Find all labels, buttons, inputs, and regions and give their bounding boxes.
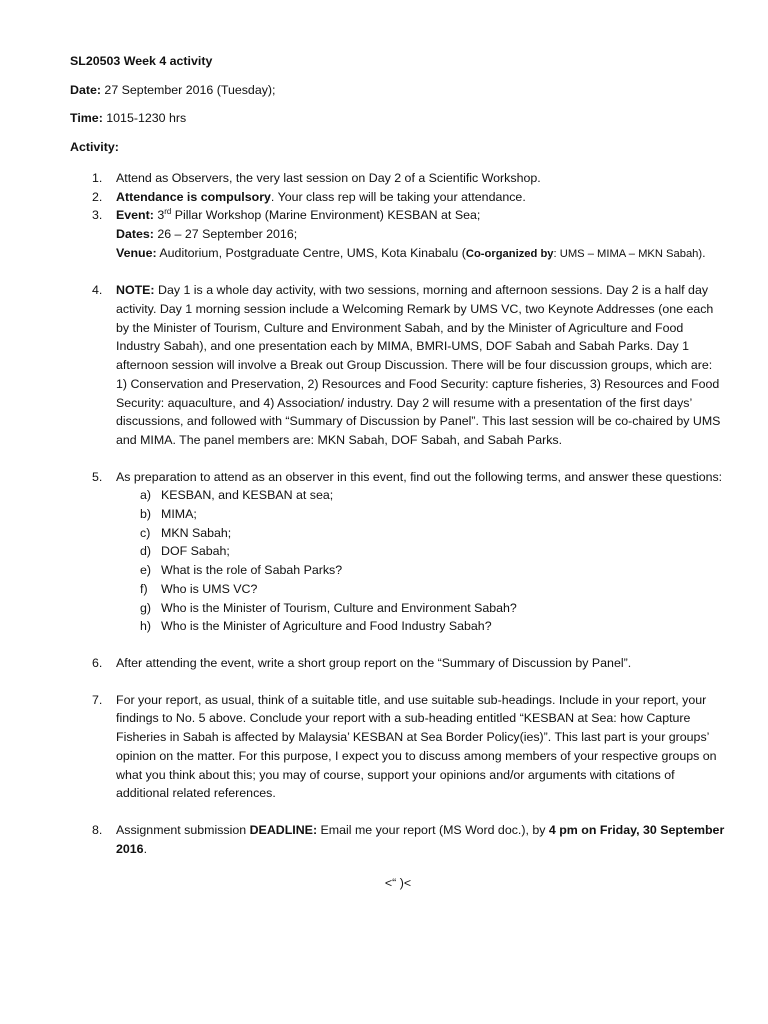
item-text: Day 1 is a whole day activity, with two sessions, morning and afternoon sessions. Day 2 is a half day activity. Day 1 morning session include a Welcoming Remark by UMS VC, two Keynote Addresses (one each by the Minister of Tourism, Culture and Environment Sabah, and by the Minister of Agriculture and Food Industry Sabah), and one presentation each by MIMA, BMRI-UMS, DOF Sabah and Sabah Parks. Day 1 afternoon session will involve a Break out Group Discussion. There will be four discussion groups, which are: 1) Conservation and Preservation, 2) Resources and Food Security: capture fisheries, 3) Resources and Food Security: aquaculture, and 4) Association/ industry. Day 2 will resume with a presentation of the first days’ discussions, and followed with “Summary of Discussion by Panel”. This last session will be co-chaired by UMS and MIMA. The panel members are: MKN Sabah, DOF Sabah, and Sabah Parks. bbox=[116, 283, 721, 447]
event-label: Event: bbox=[116, 208, 154, 223]
event-line bbox=[116, 206, 726, 225]
question-text: Who is UMS VC? bbox=[161, 581, 258, 596]
deadline-date: 4 pm on Friday, 30 September 2016 bbox=[116, 822, 725, 856]
item-number: 5. bbox=[92, 469, 103, 484]
item-text: For your report, as usual, think of a suitable title, and use suitable sub-headings. Include in your report, your findings to No. 5 above. Conclude your report with a sub-heading entitled “KESBAN at Sea: how Capture Fisheries in Sabah is affected by Malaysia’ KESBAN at Sea Border Policy(ies)”. This last part is your groups’ opinion on the matter. For this purpose, I expect you to discuss among members of your respective groups on what you think about this; you may of course, support your opinions and/or arguments with citations of additional related references. bbox=[116, 692, 717, 801]
coorg-value: : UMS – MIMA – MKN Sabah) bbox=[553, 247, 703, 260]
item-text: As preparation to attend as an observer in this event, find out the following terms, and answer these questions: bbox=[116, 469, 723, 484]
activity-list bbox=[70, 169, 726, 859]
question-letter: f) bbox=[140, 581, 148, 596]
closing-fish-emoticon: <“ )< bbox=[384, 876, 412, 891]
question-text: MKN Sabah; bbox=[161, 525, 232, 540]
question-text: Who is the Minister of Tourism, Culture and Environment Sabah? bbox=[161, 600, 517, 615]
question-item bbox=[116, 580, 726, 599]
list-item-5 bbox=[70, 468, 726, 636]
question-letter: d) bbox=[140, 544, 152, 559]
question-list bbox=[116, 486, 726, 636]
date-label: Date: bbox=[70, 82, 101, 97]
item-text: After attending the event, write a short group report on the “Summary of Discussion by Panel”. bbox=[116, 655, 632, 670]
time-label: Time: bbox=[70, 111, 103, 126]
question-text: Who is the Minister of Agriculture and Food Industry Sabah? bbox=[161, 619, 492, 634]
item-number: 4. bbox=[92, 283, 103, 298]
question-item bbox=[116, 542, 726, 561]
deadline-label: DEADLINE: bbox=[249, 822, 318, 837]
item-number: 6. bbox=[92, 655, 103, 670]
question-item bbox=[116, 561, 726, 580]
question-item bbox=[116, 524, 726, 543]
question-letter: h) bbox=[140, 619, 152, 634]
question-letter: b) bbox=[140, 507, 152, 522]
list-item-8 bbox=[70, 821, 726, 858]
event-sup: rd bbox=[164, 207, 172, 217]
item-text: Attend as Observers, the very last session on Day 2 of a Scientific Workshop. bbox=[116, 170, 541, 185]
item-number: 1. bbox=[92, 170, 103, 185]
dates-value: 26 – 27 September 2016; bbox=[153, 226, 298, 241]
item-number: 7. bbox=[92, 692, 103, 707]
question-text: KESBAN, and KESBAN at sea; bbox=[161, 488, 334, 503]
submission-end: . bbox=[143, 841, 148, 856]
venue-label: Venue: bbox=[116, 245, 157, 260]
time-value: 1015-1230 hrs bbox=[102, 111, 187, 126]
submission-pre: Assignment submission bbox=[116, 822, 250, 837]
item-bold: Attendance is compulsory bbox=[116, 189, 271, 204]
question-text: What is the role of Sabah Parks? bbox=[161, 563, 343, 578]
venue-value: Auditorium, Postgraduate Centre, UMS, Kota Kinabalu ( bbox=[156, 245, 466, 260]
dates-label: Dates: bbox=[116, 226, 154, 241]
item-number: 8. bbox=[92, 822, 103, 837]
course-title: SL20503 Week 4 activity bbox=[70, 54, 213, 68]
time-line bbox=[70, 109, 726, 128]
item-text: . Your class rep will be taking your attendance. bbox=[270, 189, 526, 204]
activity-heading: Activity: bbox=[70, 140, 119, 155]
question-letter: c) bbox=[140, 525, 151, 540]
item-number: 2. bbox=[92, 189, 103, 204]
list-item-1 bbox=[70, 169, 726, 188]
coorg-label: Co-organized by bbox=[465, 247, 554, 260]
note-label: NOTE: bbox=[116, 283, 155, 298]
question-item bbox=[116, 599, 726, 618]
venue-end: . bbox=[702, 245, 706, 260]
dates-line bbox=[116, 225, 726, 244]
date-line bbox=[70, 81, 726, 100]
item-number: 3. bbox=[92, 208, 103, 223]
event-post: Pillar Workshop (Marine Environment) KESBAN at Sea; bbox=[171, 208, 481, 223]
submission-mid: Email me your report (MS Word doc.), by bbox=[317, 822, 549, 837]
list-item-2 bbox=[70, 188, 726, 207]
venue-line bbox=[116, 244, 726, 264]
question-letter: a) bbox=[140, 488, 152, 503]
list-item-4 bbox=[70, 281, 726, 449]
question-item bbox=[116, 505, 726, 524]
question-item bbox=[116, 486, 726, 505]
question-text: DOF Sabah; bbox=[161, 544, 230, 559]
question-letter: e) bbox=[140, 563, 152, 578]
date-value: 27 September 2016 (Tuesday); bbox=[100, 82, 276, 97]
list-item-6 bbox=[70, 654, 726, 673]
list-item-3 bbox=[70, 206, 726, 263]
question-text: MIMA; bbox=[161, 507, 197, 522]
question-item bbox=[116, 617, 726, 636]
event-pre: 3 bbox=[153, 208, 165, 223]
question-letter: g) bbox=[140, 600, 152, 615]
list-item-7 bbox=[70, 691, 726, 803]
